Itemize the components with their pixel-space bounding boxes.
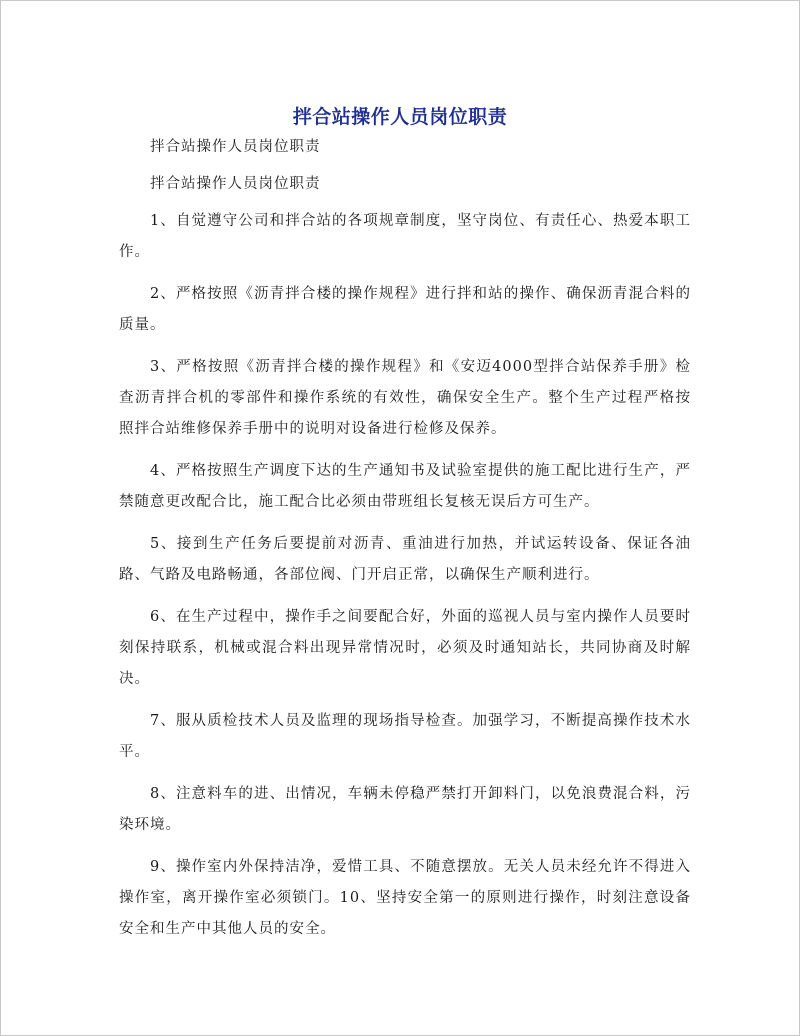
paragraph-8: 8、注意料车的进、出情况，车辆未停稳严禁打开卸料门，以免浪费混合料，污染环境。 (119, 786, 691, 833)
paragraph-7: 7、服从质检技术人员及监理的现场指导检查。加强学习，不断提高操作技术水平。 (119, 713, 691, 760)
paragraph-6: 6、在生产过程中，操作手之间要配合好，外面的巡视人员与室内操作人员要时刻保持联系，机械或混合料出现异常情况时，必须及时通知站长，共同协商及时解决。 (119, 609, 691, 687)
paragraph-3: 3、严格按照《沥青拌合楼的操作规程》和《安迈4000型拌合站保养手册》检查沥青拌合机的零部件和操作系统的有效性，确保安全生产。整个生产过程严格按照拌合站维修保养手册中的说明对设备进行检修及保养。 (119, 359, 691, 437)
paragraph-2: 2、严格按照《沥青拌合楼的操作规程》进行拌和站的操作、确保沥青混合料的质量。 (119, 286, 691, 333)
subtitle-line-1: 拌合站操作人员岗位职责 (150, 139, 321, 155)
subtitle-line-2: 拌合站操作人员岗位职责 (150, 176, 321, 192)
paragraph-9: 9、操作室内外保持洁净，爱惜工具、不随意摆放。无关人员未经允许不得进入操作室，离开操作室必须锁门。10、坚持安全第一的原则进行操作，时刻注意设备安全和生产中其他人员的安全。 (119, 859, 691, 937)
paragraph-5: 5、接到生产任务后要提前对沥青、重油进行加热，并试运转设备、保证各油路、气路及电路畅通，各部位阀、门开启正常，以确保生产顺利进行。 (119, 536, 691, 583)
paragraph-4: 4、严格按照生产调度下达的生产通知书及试验室提供的施工配比进行生产，严禁随意更改配合比，施工配合比必须由带班组长复核无误后方可生产。 (119, 463, 691, 510)
document-body (119, 132, 691, 945)
paragraph-1: 1、自觉遵守公司和拌合站的各项规章制度，坚守岗位、有责任心、热爱本职工作。 (119, 213, 691, 260)
document-title: 拌合站操作人员岗位职责 (292, 106, 508, 128)
